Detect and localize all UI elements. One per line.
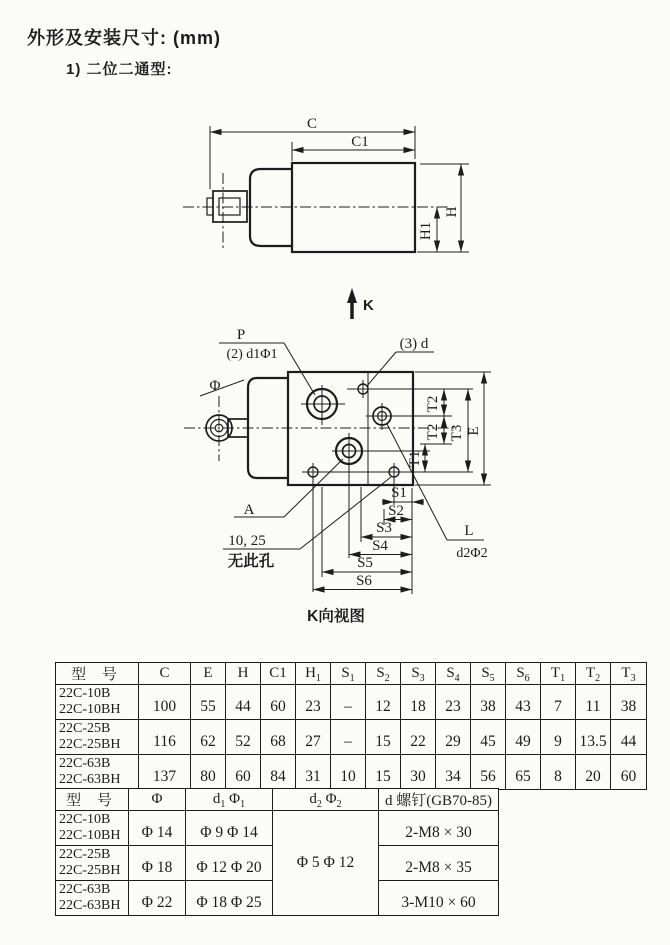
dim-label-h: H bbox=[444, 206, 460, 218]
value-cell: Φ 14 bbox=[129, 811, 186, 846]
column-header: $d_1$ $\Phi_1$ bbox=[186, 789, 273, 811]
value-cell: 13.5 bbox=[576, 720, 611, 755]
dimensions-table-body bbox=[56, 685, 647, 790]
column-header: C1 bbox=[261, 663, 296, 685]
column-header: $T_3$ bbox=[611, 663, 647, 685]
value-cell: 38 bbox=[471, 685, 506, 720]
value-cell: 100 bbox=[139, 685, 191, 720]
dim-label-s4: S4 bbox=[372, 538, 388, 554]
dim-label-c: C bbox=[306, 116, 318, 132]
model-cell: 22C-25B 22C-25BH bbox=[56, 720, 139, 755]
callout-3d bbox=[367, 336, 434, 386]
dim-label-s3: S3 bbox=[376, 520, 392, 536]
dim-label-e: E bbox=[466, 426, 482, 436]
label-3d: (3) d bbox=[399, 336, 429, 352]
column-header: Φ bbox=[129, 789, 186, 811]
dim-label-t2-upper: T2 bbox=[425, 395, 441, 413]
merged-d2-cell: Φ 5 Φ 12 bbox=[273, 811, 379, 916]
value-cell: Φ 18 Φ 25 bbox=[186, 881, 273, 916]
value-cell: 44 bbox=[226, 685, 261, 720]
value-cell: 15 bbox=[366, 755, 401, 790]
dim-label-s2: S2 bbox=[388, 503, 404, 519]
value-cell: 80 bbox=[191, 755, 226, 790]
section-subtitle: 1) 二位二通型: bbox=[66, 61, 173, 78]
dim-label-s5: S5 bbox=[357, 555, 373, 571]
dim-label-t2-lower: T2 bbox=[425, 423, 441, 441]
dimension-h1 bbox=[418, 207, 437, 252]
value-cell: 68 bbox=[261, 720, 296, 755]
arrow-head-icon bbox=[347, 288, 357, 303]
value-cell: 52 bbox=[226, 720, 261, 755]
value-cell: 31 bbox=[296, 755, 331, 790]
column-header: H bbox=[226, 663, 261, 685]
value-cell: – bbox=[331, 685, 366, 720]
value-cell: 23 bbox=[296, 685, 331, 720]
column-header: $S_4$ bbox=[436, 663, 471, 685]
value-cell: Φ 22 bbox=[129, 881, 186, 916]
dim-label-c1: C1 bbox=[351, 134, 369, 150]
label-l-note: d2Φ2 bbox=[456, 546, 488, 561]
value-cell: 60 bbox=[611, 755, 647, 790]
value-cell: 56 bbox=[471, 755, 506, 790]
value-cell: 55 bbox=[191, 685, 226, 720]
value-cell: 137 bbox=[139, 755, 191, 790]
column-header: C bbox=[139, 663, 191, 685]
screw-hole-bottom-left bbox=[308, 463, 318, 592]
value-cell: Φ 18 bbox=[129, 846, 186, 881]
value-cell: 2-M8 × 35 bbox=[379, 846, 499, 881]
value-cell: 7 bbox=[541, 685, 576, 720]
label-p-note: (2) d1Φ1 bbox=[226, 347, 278, 362]
dim-label-t3: T3 bbox=[449, 424, 465, 442]
hole-sizes-table bbox=[55, 788, 499, 916]
value-cell: Φ 9 Φ 14 bbox=[186, 811, 273, 846]
column-header: $S_3$ bbox=[401, 663, 436, 685]
value-cell: 116 bbox=[139, 720, 191, 755]
value-cell: 44 bbox=[611, 720, 647, 755]
column-header: E bbox=[191, 663, 226, 685]
model-column-header: 型 号 bbox=[56, 789, 129, 811]
dimension-c bbox=[210, 116, 415, 189]
column-header: $S_6$ bbox=[506, 663, 541, 685]
value-cell: 12 bbox=[366, 685, 401, 720]
value-cell: 18 bbox=[401, 685, 436, 720]
side-view-drawing bbox=[183, 116, 469, 252]
dimensions-table bbox=[55, 662, 647, 790]
value-cell: 20 bbox=[576, 755, 611, 790]
model-cell: 22C-10B 22C-10BH bbox=[56, 685, 139, 720]
value-cell: 3-M10 × 60 bbox=[379, 881, 499, 916]
value-cell: 43 bbox=[506, 685, 541, 720]
model-cell: 22C-10B 22C-10BH bbox=[56, 811, 129, 846]
callout-p bbox=[219, 327, 315, 395]
note-sizes: 10, 25 bbox=[228, 533, 266, 549]
table-row bbox=[56, 720, 647, 755]
model-column-header: 型 号 bbox=[56, 663, 139, 685]
column-header: d 螺钉(GB70-85) bbox=[379, 789, 499, 811]
value-cell: 45 bbox=[471, 720, 506, 755]
column-header: $S_2$ bbox=[366, 663, 401, 685]
model-cell: 22C-25B 22C-25BH bbox=[56, 846, 129, 881]
value-cell: 65 bbox=[506, 755, 541, 790]
dim-label-s6: S6 bbox=[356, 573, 372, 589]
label-l: L bbox=[464, 523, 474, 539]
label-p: P bbox=[236, 327, 246, 343]
value-cell: 15 bbox=[366, 720, 401, 755]
value-cell: 23 bbox=[436, 685, 471, 720]
hole-sizes-table-header bbox=[56, 789, 499, 811]
note-no-hole: 无此孔 bbox=[227, 553, 275, 570]
label-a: A bbox=[243, 502, 255, 518]
value-cell: 34 bbox=[436, 755, 471, 790]
screw-hole-top bbox=[347, 380, 473, 398]
value-cell: 60 bbox=[261, 685, 296, 720]
value-cell: 10 bbox=[331, 755, 366, 790]
value-cell: 22 bbox=[401, 720, 436, 755]
k-direction-arrow bbox=[347, 288, 374, 319]
value-cell: 62 bbox=[191, 720, 226, 755]
dim-label-h1: H1 bbox=[418, 221, 434, 241]
value-cell: 11 bbox=[576, 685, 611, 720]
column-header: $S_1$ bbox=[331, 663, 366, 685]
value-cell: 9 bbox=[541, 720, 576, 755]
value-cell: 38 bbox=[611, 685, 647, 720]
value-cell: 49 bbox=[506, 720, 541, 755]
value-cell: 60 bbox=[226, 755, 261, 790]
value-cell: – bbox=[331, 720, 366, 755]
column-header: $H_1$ bbox=[296, 663, 331, 685]
value-cell: Φ 12 Φ 20 bbox=[186, 846, 273, 881]
table-row bbox=[56, 685, 647, 720]
dimensions-table-header bbox=[56, 663, 647, 685]
column-header: $d_2$ $\Phi_2$ bbox=[273, 789, 379, 811]
k-view-drawing bbox=[184, 327, 491, 625]
label-phi: Φ bbox=[209, 378, 221, 394]
value-cell: 2-M8 × 30 bbox=[379, 811, 499, 846]
callout-phi bbox=[200, 378, 244, 396]
column-header: $T_2$ bbox=[576, 663, 611, 685]
value-cell: 8 bbox=[541, 755, 576, 790]
value-cell: 27 bbox=[296, 720, 331, 755]
page-title: 外形及安装尺寸: (mm) bbox=[27, 28, 221, 48]
port-hole-p bbox=[301, 385, 345, 425]
k-arrow-label: K bbox=[363, 297, 374, 314]
dimension-c1 bbox=[292, 134, 415, 161]
dim-label-s1: S1 bbox=[391, 485, 407, 501]
table-row bbox=[56, 755, 647, 790]
value-cell: 29 bbox=[436, 720, 471, 755]
s-dimension-chain bbox=[313, 485, 424, 594]
model-cell: 22C-63B 22C-63BH bbox=[56, 755, 139, 790]
column-header: $T_1$ bbox=[541, 663, 576, 685]
model-cell: 22C-63B 22C-63BH bbox=[56, 881, 129, 916]
value-cell: 30 bbox=[401, 755, 436, 790]
dim-label-t1: T1 bbox=[407, 450, 423, 468]
value-cell: 84 bbox=[261, 755, 296, 790]
hole-sizes-table-body bbox=[56, 811, 499, 916]
column-header: $S_5$ bbox=[471, 663, 506, 685]
view-caption: K向视图 bbox=[307, 608, 365, 625]
table-row bbox=[56, 811, 499, 846]
